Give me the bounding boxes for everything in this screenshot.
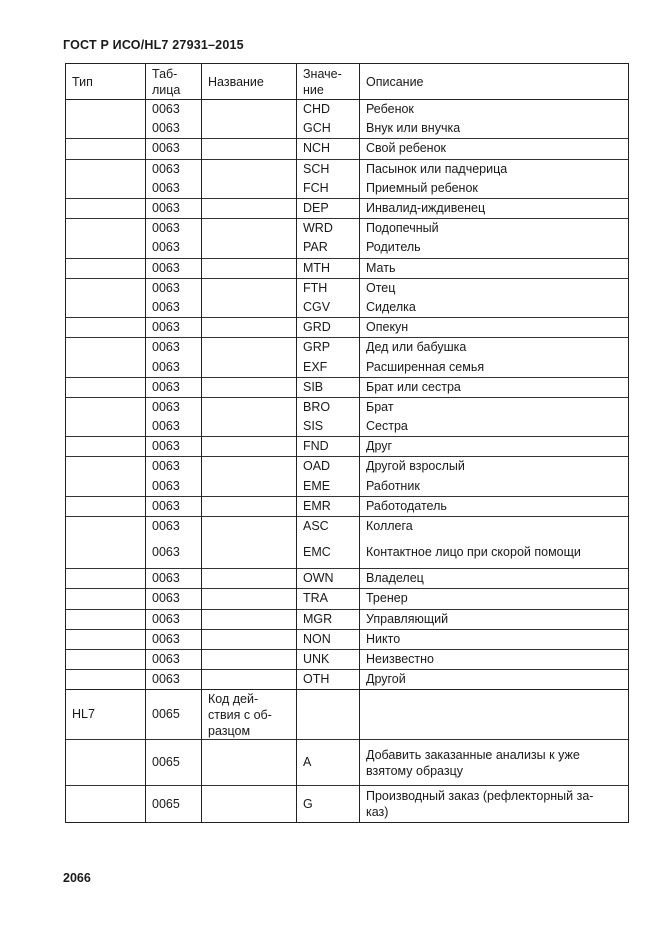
cell-table: 0063 [146, 100, 202, 120]
cell-value: DEP [297, 198, 360, 218]
cell-type [66, 516, 146, 536]
cell-table: 0063 [146, 219, 202, 239]
cell-table: 0063 [146, 377, 202, 397]
cell-name [202, 100, 297, 120]
cell-name [202, 397, 297, 417]
cell-description: Работодатель [360, 496, 629, 516]
cell-value: UNK [297, 649, 360, 669]
cell-value: SIS [297, 417, 360, 437]
cell-value: SCH [297, 159, 360, 179]
cell-name [202, 670, 297, 690]
table-row [66, 477, 629, 497]
cell-value: WRD [297, 219, 360, 239]
cell-table: 0063 [146, 397, 202, 417]
cell-description: Работник [360, 477, 629, 497]
table-row [66, 397, 629, 417]
cell-name [202, 516, 297, 536]
cell-description: Добавить заказанные анализы к уже взятому образцу [360, 740, 629, 786]
cell-type [66, 357, 146, 377]
cell-table: 0063 [146, 477, 202, 497]
cell-description: Подопечный [360, 219, 629, 239]
cell-name [202, 589, 297, 609]
cell-type [66, 100, 146, 120]
cell-value: GCH [297, 119, 360, 139]
cell-table: 0063 [146, 198, 202, 218]
cell-description: Мать [360, 258, 629, 278]
cell-table: 0063 [146, 496, 202, 516]
cell-name [202, 179, 297, 199]
cell-description: Дед или бабушка [360, 338, 629, 358]
cell-description: Сестра [360, 417, 629, 437]
cell-type [66, 159, 146, 179]
cell-name [202, 338, 297, 358]
cell-type [66, 649, 146, 669]
cell-description: Брат [360, 397, 629, 417]
cell-type [66, 198, 146, 218]
document-header: ГОСТ Р ИСО/HL7 27931–2015 [63, 38, 244, 52]
cell-description: Расширенная семья [360, 357, 629, 377]
cell-name [202, 457, 297, 477]
table-row [66, 649, 629, 669]
cell-value: NON [297, 629, 360, 649]
cell-value: FND [297, 437, 360, 457]
cell-name [202, 609, 297, 629]
column-header-name: Название [202, 64, 297, 100]
cell-table: 0063 [146, 357, 202, 377]
code-table [65, 63, 629, 823]
cell-table: 0063 [146, 437, 202, 457]
table-row [66, 100, 629, 120]
cell-table: 0063 [146, 417, 202, 437]
cell-name [202, 417, 297, 437]
table-row [66, 417, 629, 437]
column-header-type: Тип [66, 64, 146, 100]
table-row [66, 740, 629, 786]
page-number: 2066 [63, 871, 91, 885]
cell-type [66, 377, 146, 397]
cell-description: Другой взрослый [360, 457, 629, 477]
table-row [66, 278, 629, 298]
cell-table: 0063 [146, 318, 202, 338]
cell-type [66, 569, 146, 589]
cell-table: 0063 [146, 159, 202, 179]
cell-table: 0065 [146, 740, 202, 786]
cell-description: Другой [360, 670, 629, 690]
cell-name [202, 119, 297, 139]
table-row [66, 198, 629, 218]
cell-description: Коллега [360, 516, 629, 536]
cell-name [202, 219, 297, 239]
cell-type [66, 179, 146, 199]
table-row [66, 589, 629, 609]
cell-table: 0063 [146, 278, 202, 298]
cell-type [66, 786, 146, 823]
cell-description: Родитель [360, 238, 629, 258]
cell-type [66, 740, 146, 786]
cell-value: BRO [297, 397, 360, 417]
cell-value: CGV [297, 298, 360, 318]
table-header-row [66, 64, 629, 100]
cell-table: 0063 [146, 569, 202, 589]
cell-description: Приемный ребенок [360, 179, 629, 199]
cell-value: NCH [297, 139, 360, 159]
cell-value: FTH [297, 278, 360, 298]
cell-table: 0063 [146, 609, 202, 629]
cell-type [66, 536, 146, 569]
cell-name [202, 740, 297, 786]
cell-description: Свой ребенок [360, 139, 629, 159]
cell-name [202, 649, 297, 669]
cell-name: Код дей- ствия с об- разцом [202, 690, 297, 740]
cell-table: 0063 [146, 119, 202, 139]
cell-name [202, 357, 297, 377]
cell-value: OAD [297, 457, 360, 477]
cell-value: SIB [297, 377, 360, 397]
cell-value: MTH [297, 258, 360, 278]
table-row [66, 496, 629, 516]
cell-description: Производный заказ (рефлекторный за- каз) [360, 786, 629, 823]
cell-value: TRA [297, 589, 360, 609]
cell-name [202, 496, 297, 516]
cell-description: Контактное лицо при скорой помощи [360, 536, 629, 569]
table-row [66, 609, 629, 629]
cell-type [66, 298, 146, 318]
cell-table: 0063 [146, 536, 202, 569]
cell-name [202, 238, 297, 258]
cell-name [202, 159, 297, 179]
cell-table: 0063 [146, 258, 202, 278]
table-row [66, 238, 629, 258]
cell-type [66, 437, 146, 457]
cell-table: 0063 [146, 238, 202, 258]
cell-table: 0063 [146, 589, 202, 609]
cell-value: OTH [297, 670, 360, 690]
cell-description: Брат или сестра [360, 377, 629, 397]
cell-type [66, 318, 146, 338]
cell-name [202, 477, 297, 497]
cell-description: Неизвестно [360, 649, 629, 669]
cell-description: Тренер [360, 589, 629, 609]
cell-value: EME [297, 477, 360, 497]
cell-table: 0063 [146, 179, 202, 199]
column-header-table: Таб- лица [146, 64, 202, 100]
cell-type [66, 258, 146, 278]
cell-type [66, 609, 146, 629]
cell-table: 0063 [146, 670, 202, 690]
cell-type [66, 139, 146, 159]
table-row [66, 536, 629, 569]
cell-description: Инвалид-иждивенец [360, 198, 629, 218]
table-row [66, 569, 629, 589]
cell-type [66, 589, 146, 609]
cell-description: Никто [360, 629, 629, 649]
table-row [66, 338, 629, 358]
cell-value: MGR [297, 609, 360, 629]
cell-name [202, 298, 297, 318]
table-row [66, 670, 629, 690]
cell-name [202, 377, 297, 397]
table-body [66, 100, 629, 823]
table-row [66, 690, 629, 740]
cell-table: 0065 [146, 690, 202, 740]
cell-description: Внук или внучка [360, 119, 629, 139]
cell-description: Опекун [360, 318, 629, 338]
cell-name [202, 139, 297, 159]
cell-name [202, 629, 297, 649]
table-row [66, 629, 629, 649]
table-row [66, 318, 629, 338]
cell-table: 0063 [146, 139, 202, 159]
table-row [66, 357, 629, 377]
cell-table: 0063 [146, 516, 202, 536]
cell-description: Друг [360, 437, 629, 457]
cell-name [202, 318, 297, 338]
cell-type [66, 417, 146, 437]
cell-name [202, 258, 297, 278]
table-row [66, 219, 629, 239]
cell-description: Сиделка [360, 298, 629, 318]
table-row [66, 457, 629, 477]
cell-description: Отец [360, 278, 629, 298]
cell-type [66, 278, 146, 298]
table-row [66, 786, 629, 823]
cell-value: GRP [297, 338, 360, 358]
table-row [66, 516, 629, 536]
cell-value [297, 690, 360, 740]
cell-type [66, 477, 146, 497]
table-row [66, 139, 629, 159]
cell-type [66, 119, 146, 139]
table-row [66, 119, 629, 139]
cell-name [202, 437, 297, 457]
cell-name [202, 569, 297, 589]
cell-value: EMR [297, 496, 360, 516]
cell-value: PAR [297, 238, 360, 258]
cell-type: HL7 [66, 690, 146, 740]
cell-description [360, 690, 629, 740]
cell-table: 0063 [146, 649, 202, 669]
cell-value: GRD [297, 318, 360, 338]
column-header-value: Значе- ние [297, 64, 360, 100]
table-row [66, 258, 629, 278]
table-row [66, 159, 629, 179]
cell-type [66, 397, 146, 417]
cell-type [66, 219, 146, 239]
cell-name [202, 786, 297, 823]
cell-value: OWN [297, 569, 360, 589]
cell-type [66, 629, 146, 649]
cell-table: 0063 [146, 457, 202, 477]
cell-name [202, 198, 297, 218]
cell-table: 0065 [146, 786, 202, 823]
table-row [66, 298, 629, 318]
cell-type [66, 457, 146, 477]
cell-value: ASC [297, 516, 360, 536]
cell-type [66, 238, 146, 258]
cell-description: Владелец [360, 569, 629, 589]
column-header-description: Описание [360, 64, 629, 100]
cell-description: Пасынок или падчерица [360, 159, 629, 179]
cell-type [66, 670, 146, 690]
cell-value: CHD [297, 100, 360, 120]
cell-type [66, 338, 146, 358]
cell-description: Управляющий [360, 609, 629, 629]
cell-table: 0063 [146, 298, 202, 318]
cell-value: G [297, 786, 360, 823]
table-row [66, 437, 629, 457]
cell-value: A [297, 740, 360, 786]
cell-name [202, 278, 297, 298]
cell-type [66, 496, 146, 516]
cell-value: EMC [297, 536, 360, 569]
table-row [66, 377, 629, 397]
cell-table: 0063 [146, 338, 202, 358]
cell-value: EXF [297, 357, 360, 377]
cell-value: FCH [297, 179, 360, 199]
table-row [66, 179, 629, 199]
cell-description: Ребенок [360, 100, 629, 120]
cell-table: 0063 [146, 629, 202, 649]
cell-name [202, 536, 297, 569]
